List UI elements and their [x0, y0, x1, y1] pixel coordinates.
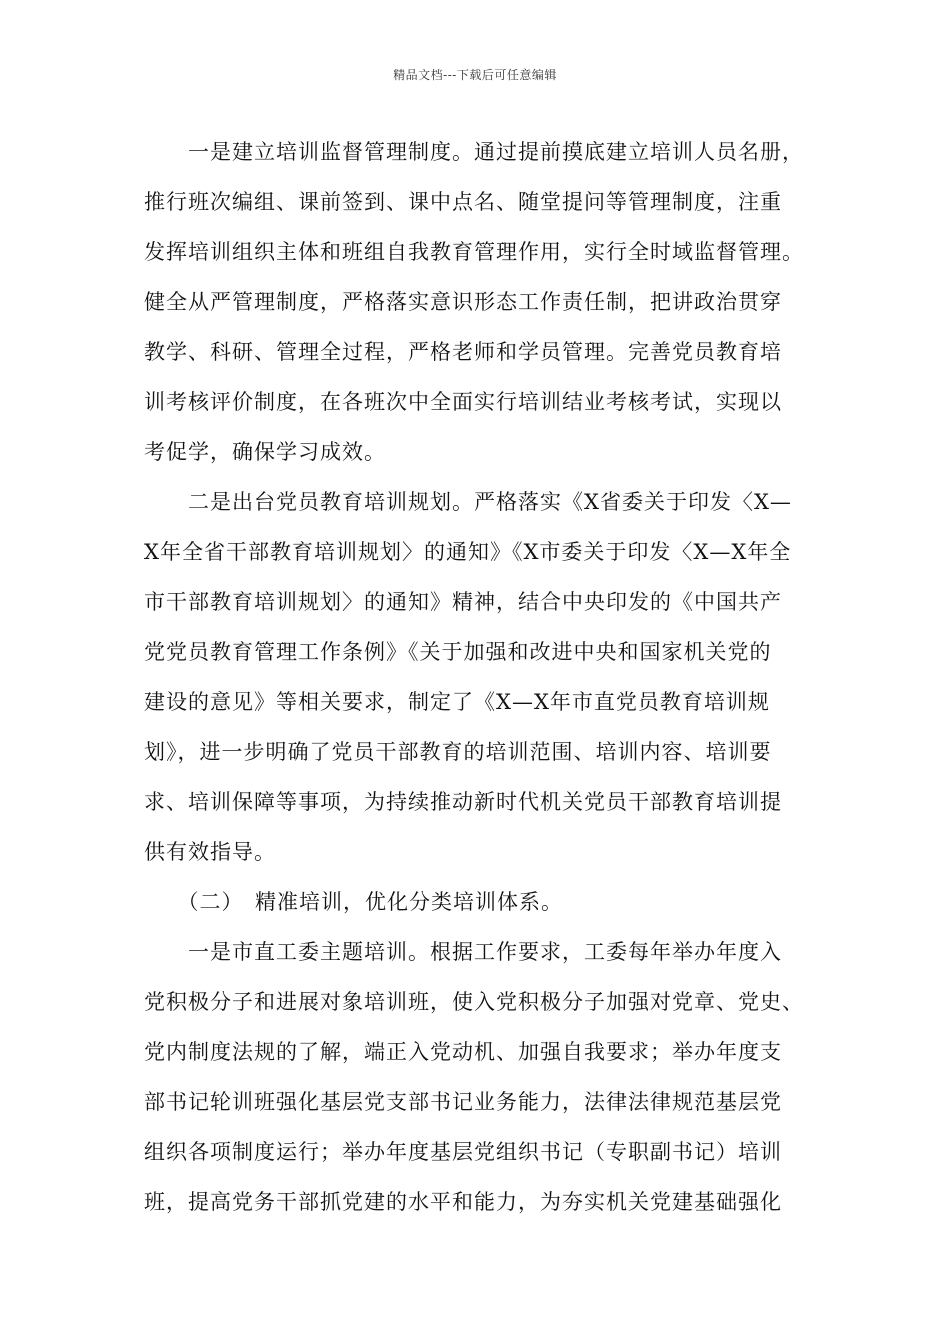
text-line: 划》，进一步明确了党员干部教育的培训范围、培训内容、培训要 [144, 740, 772, 764]
text-line: 求、培训保障等事项，为持续推动新时代机关党员干部教育培训提 [144, 790, 782, 814]
text-line: 二是出台党员教育培训规划。严格落实《X省委关于印发〈X— [144, 490, 792, 514]
text-line: 健全从严管理制度，严格落实意识形态工作责任制，把讲政治贯穿 [144, 290, 782, 314]
text-line: X年全省干部教育培训规划〉的通知》《X市委关于印发〈X—X年全 [144, 540, 792, 564]
text-line: 发挥培训组织主体和班组自我教育管理作用，实行全时域监督管理。 [144, 240, 804, 264]
text-line: 市干部教育培训规划〉的通知》精神，结合中央印发的《中国共产 [144, 590, 782, 614]
text-line: 建设的意见》等相关要求，制定了《X—X年市直党员教育培训规 [144, 690, 770, 714]
text-line: 教学、科研、管理全过程，严格老师和学员管理。完善党员教育培 [144, 340, 782, 364]
page-header: 精品文档---下载后可任意编辑 [393, 68, 557, 82]
text-line: 一是市直工委主题培训。根据工作要求，工委每年举办年度入 [144, 940, 782, 964]
text-line: 推行班次编组、课前签到、课中点名、随堂提问等管理制度，注重 [144, 190, 782, 214]
text-line: 党党员教育管理工作条例》《关于加强和改进中央和国家机关党的 [144, 640, 772, 664]
text-line: 班，提高党务干部抓党建的水平和能力，为夯实机关党建基础强化 [144, 1190, 782, 1214]
section-heading: （二） 精准培训，优化分类培训体系。 [144, 890, 563, 914]
text-line: 部书记轮训班强化基层党支部书记业务能力，法律法律规范基层党 [144, 1090, 782, 1114]
text-line: 组织各项制度运行；举办年度基层党组织书记（专职副书记）培训 [144, 1140, 782, 1164]
text-line: 党内制度法规的了解，端正入党动机、加强自我要求；举办年度支 [144, 1040, 782, 1064]
text-line: 一是建立培训监督管理制度。通过提前摸底建立培训人员名册， [144, 140, 804, 164]
text-line: 考促学，确保学习成效。 [144, 440, 386, 464]
text-line: 党积极分子和进展对象培训班，使入党积极分子加强对党章、党史、 [144, 990, 804, 1014]
text-line: 供有效指导。 [144, 840, 276, 864]
text-line: 训考核评价制度，在各班次中全面实行培训结业考核考试，实现以 [144, 390, 782, 414]
